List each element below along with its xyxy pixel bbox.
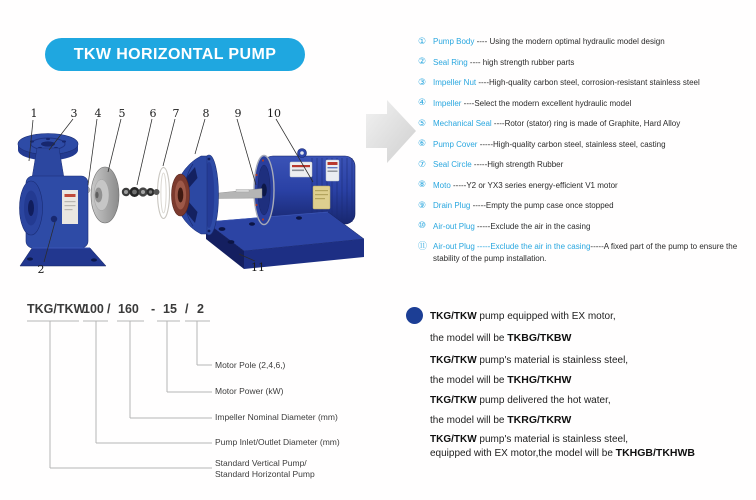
part-description: -----A fixed part of the pump to ensure the stability of the pump installation. <box>433 242 738 263</box>
part-description: ----Rotor (stator) ring is made of Graphite, Hard Alloy <box>491 119 681 128</box>
callout-4: 4 <box>94 107 102 120</box>
part-number: ⑤ <box>418 117 427 128</box>
note-line-5: TKG/TKW pump delivered the hot water, <box>430 395 611 406</box>
part-item-7 <box>418 159 752 171</box>
part-name: Impeller Nut <box>433 78 477 87</box>
note-line-3: TKG/TKW pump's material is stainless steel, <box>430 355 629 366</box>
part-description: -----Exclude the air in the casing <box>474 221 591 231</box>
part-name: Seal Circle <box>433 160 472 169</box>
part-number: ⑩ <box>418 220 427 230</box>
part-number: ④ <box>418 97 427 107</box>
title-banner <box>45 38 305 71</box>
part-item-5 <box>418 118 752 130</box>
part-description: -----High strength Rubber <box>471 160 564 169</box>
part-number: ⑥ <box>418 138 427 148</box>
part-name: Pump Body <box>433 37 475 46</box>
part-name: Moto <box>433 180 451 190</box>
part-item-9 <box>418 200 752 212</box>
callout-5: 5 <box>118 107 126 120</box>
label-motor-power: Motor Power (kW) <box>215 386 284 396</box>
callout-11: 11 <box>251 261 265 274</box>
part-number: ③ <box>418 76 427 87</box>
nomenclature-lines <box>20 315 392 490</box>
motor-graphic <box>263 149 355 225</box>
part-number: ② <box>418 56 427 66</box>
label-inlet-outlet-diameter: Pump Inlet/Outlet Diameter (mm) <box>215 437 340 447</box>
pump-exploded-diagram <box>10 98 420 290</box>
part-item-4 <box>418 98 752 110</box>
part-item-8 <box>418 180 752 192</box>
part-item-1 <box>418 36 752 48</box>
part-number: ⑦ <box>418 158 427 169</box>
part-description: ---- high strength rubber parts <box>467 57 575 67</box>
callout-3: 3 <box>70 107 78 120</box>
part-number: ⑧ <box>418 179 427 189</box>
part-number: ⑪ <box>418 240 428 251</box>
part-name: Mechanical Seal <box>433 119 492 128</box>
part-name: Seal Ring <box>433 57 468 67</box>
part-name: Impeller <box>433 98 462 108</box>
note-line-1: TKG/TKW pump equipped with EX motor, <box>430 311 616 322</box>
bullet-circle-icon <box>406 307 423 324</box>
callout-10: 10 <box>267 107 281 120</box>
model-code-s3: / <box>185 302 189 316</box>
note-line-7: TKG/TKW pump's material is stainless steel, <box>430 434 629 445</box>
part-description: ---- Using the modern optimal hydraulic model design <box>474 37 665 46</box>
part-name: Air-out Plug -----Exclude the air in the casing <box>433 242 591 251</box>
callout-2: 2 <box>37 263 45 276</box>
right-arrow-icon <box>366 100 416 163</box>
note-line-6: the model will be TKRG/TKRW <box>430 414 572 426</box>
part-number: ⑨ <box>418 199 427 210</box>
part-name: Drain Plug <box>433 201 471 210</box>
part-description: -----Y2 or YX3 series energy-efficient V1 motor <box>450 180 618 190</box>
callout-6: 6 <box>149 107 157 120</box>
note-line-4: the model will be TKHG/TKHW <box>430 374 572 386</box>
part-number: ① <box>418 35 427 46</box>
label-standard-pump-line2: Standard Horizontal Pump <box>215 468 315 479</box>
model-code-d2: 160 <box>118 302 139 316</box>
note-line-8: equipped with EX motor,the model will be TKHGB/TKHWB <box>430 447 695 459</box>
part-name: Pump Cover <box>433 139 478 149</box>
part-item-10 <box>418 221 752 233</box>
page-title: TKW HORIZONTAL PUMP <box>73 45 277 63</box>
impeller-graphic <box>91 167 119 223</box>
part-description: ----Select the modern excellent hydraulic model <box>461 98 632 108</box>
part-description: ----High-quality carbon steel, corrosion-resistant stainless steel <box>476 78 700 87</box>
part-description: -----Empty the pump case once stopped <box>470 201 614 210</box>
part-item-3 <box>418 77 752 89</box>
model-code-s2: - <box>151 302 156 316</box>
callout-1: 1 <box>30 107 38 120</box>
model-code-s1: / <box>107 302 111 316</box>
note-line-2: the model will be TKBG/TKBW <box>430 332 572 344</box>
part-item-6 <box>418 139 752 151</box>
pump-cover-graphic <box>172 155 219 235</box>
label-standard-pump <box>215 458 315 479</box>
part-item-2 <box>418 57 752 69</box>
part-item-11 <box>418 241 752 264</box>
label-standard-pump-line1: Standard Vertical Pump/ <box>215 458 307 468</box>
callout-9: 9 <box>234 107 242 120</box>
part-name: Air-out Plug <box>433 221 475 231</box>
parts-list <box>418 36 752 273</box>
callout-8: 8 <box>202 107 210 120</box>
model-code-prefix: TKG/TKW <box>27 302 86 316</box>
model-code-d4: 2 <box>197 302 204 316</box>
label-impeller-diameter: Impeller Nominal Diameter (mm) <box>215 412 338 422</box>
label-motor-pole: Motor Pole (2,4,6,) <box>215 360 286 370</box>
model-code-d1: 100 <box>83 302 104 316</box>
part-description: -----High-quality carbon steel, stainless steel, casting <box>477 139 666 149</box>
callout-7: 7 <box>172 107 180 120</box>
model-code-d3: 15 <box>163 302 177 316</box>
